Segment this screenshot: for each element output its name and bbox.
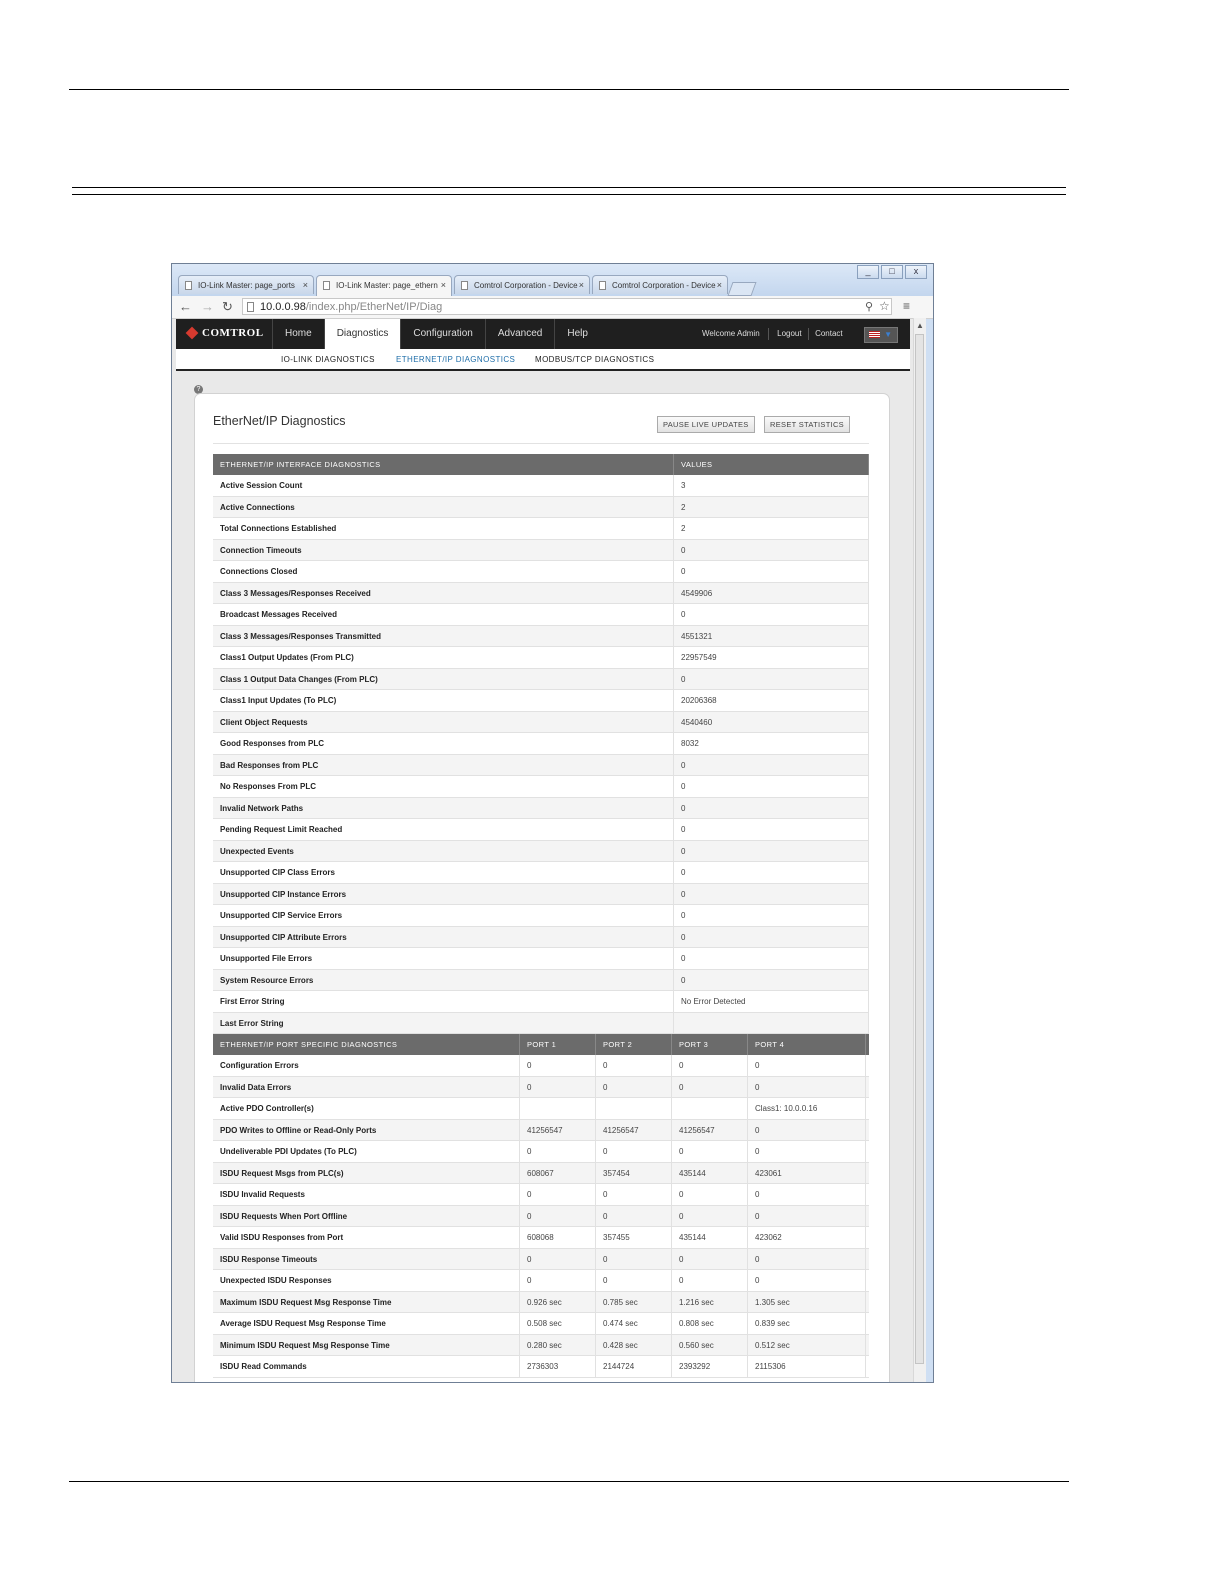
port-2-value: 0 xyxy=(596,1141,672,1162)
table-row xyxy=(213,841,869,863)
comtrol-logo[interactable] xyxy=(186,327,264,339)
table-row xyxy=(213,1227,869,1249)
table-row xyxy=(213,1120,869,1142)
close-icon[interactable]: × xyxy=(578,280,584,290)
row-value: 2 xyxy=(674,497,869,518)
browser-toolbar xyxy=(172,296,933,319)
column-header: PORT 3 xyxy=(672,1034,748,1055)
row-value: 2 xyxy=(674,518,869,539)
forward-icon[interactable]: → xyxy=(201,299,214,314)
row-value: 0 xyxy=(674,669,869,690)
divider xyxy=(213,443,869,444)
table-row xyxy=(213,583,869,605)
top-navigation xyxy=(176,319,910,349)
row-value: 3 xyxy=(674,475,869,496)
port-1-value: 0 xyxy=(520,1249,596,1270)
port-1-value: 608067 xyxy=(520,1163,596,1184)
close-icon[interactable]: × xyxy=(716,280,722,290)
port-3-value: 0 xyxy=(672,1184,748,1205)
logo-mark-icon xyxy=(186,327,199,340)
port-3-value: 0.808 sec xyxy=(672,1313,748,1334)
tab-label: IO-Link Master: page_ports xyxy=(198,281,295,290)
row-label: Unsupported CIP Attribute Errors xyxy=(213,927,674,948)
table-row xyxy=(213,1184,869,1206)
minimize-icon[interactable]: _ xyxy=(857,265,879,279)
port-2-value: 41256547 xyxy=(596,1120,672,1141)
table-row xyxy=(213,475,869,497)
page-icon xyxy=(323,281,330,290)
table-header xyxy=(213,1034,869,1055)
url-path: /index.php/EtherNet/IP/Diag xyxy=(305,301,443,313)
port-3-value: 2393292 xyxy=(672,1356,748,1377)
table-row xyxy=(213,604,869,626)
row-value xyxy=(674,1013,869,1034)
port-2-value: 0 xyxy=(596,1077,672,1098)
search-icon[interactable]: ⚲ xyxy=(865,301,874,313)
row-label: ISDU Response Timeouts xyxy=(213,1249,520,1270)
subnav-io-link-diagnostics[interactable]: IO-LINK DIAGNOSTICS xyxy=(281,355,375,364)
logo-text: COMTROL xyxy=(202,327,264,339)
row-label: Valid ISDU Responses from Port xyxy=(213,1227,520,1248)
doc-section-rule-1 xyxy=(72,187,1066,188)
row-value: 0 xyxy=(674,819,869,840)
table-row xyxy=(213,862,869,884)
tab-strip xyxy=(178,275,754,296)
close-icon[interactable]: × xyxy=(440,280,446,290)
port-1-value: 0 xyxy=(520,1141,596,1162)
page-scrollbar[interactable] xyxy=(913,318,926,1382)
table-row xyxy=(213,755,869,777)
page-icon xyxy=(461,281,468,290)
row-label: Connections Closed xyxy=(213,561,674,582)
table-row xyxy=(213,1055,869,1077)
row-value: 4549906 xyxy=(674,583,869,604)
doc-top-rule xyxy=(69,89,1069,90)
port-4-value: 423061 xyxy=(748,1163,866,1184)
table-row xyxy=(213,1313,869,1335)
row-value: 0 xyxy=(674,841,869,862)
port-4-value: 0 xyxy=(748,1249,866,1270)
port-2-value: 0 xyxy=(596,1184,672,1205)
row-label: Invalid Network Paths xyxy=(213,798,674,819)
row-label: Unsupported CIP Class Errors xyxy=(213,862,674,883)
column-header: VALUES xyxy=(674,454,869,475)
port-2-value: 2144724 xyxy=(596,1356,672,1377)
table-row xyxy=(213,970,869,992)
row-label: Active Session Count xyxy=(213,475,674,496)
row-value: 0 xyxy=(674,561,869,582)
table-row xyxy=(213,540,869,562)
table-row xyxy=(213,884,869,906)
row-label: Invalid Data Errors xyxy=(213,1077,520,1098)
interface-diagnostics-table xyxy=(213,454,869,1034)
logout-link[interactable]: Logout xyxy=(777,329,802,338)
table-row xyxy=(213,1077,869,1099)
row-label: ISDU Requests When Port Offline xyxy=(213,1206,520,1227)
tab-comtrol-device-1[interactable] xyxy=(454,275,590,294)
row-label: Bad Responses from PLC xyxy=(213,755,674,776)
port-4-value: 1.305 sec xyxy=(748,1292,866,1313)
table-row xyxy=(213,518,869,540)
table-row xyxy=(213,1098,869,1120)
menu-item-diagnostics[interactable]: Diagnostics xyxy=(324,319,401,349)
table-row xyxy=(213,927,869,949)
table-row xyxy=(213,1356,869,1378)
row-label: ISDU Invalid Requests xyxy=(213,1184,520,1205)
port-1-value: 0 xyxy=(520,1184,596,1205)
browser-window xyxy=(171,263,934,1383)
port-4-value: Class1: 10.0.0.16 xyxy=(748,1098,866,1119)
row-label: Pending Request Limit Reached xyxy=(213,819,674,840)
table-row xyxy=(213,733,869,755)
port-2-value: 0.428 sec xyxy=(596,1335,672,1356)
row-label: Last Error String xyxy=(213,1013,674,1034)
port-3-value: 1.216 sec xyxy=(672,1292,748,1313)
row-value: 0 xyxy=(674,862,869,883)
row-value: 0 xyxy=(674,776,869,797)
new-tab-button[interactable] xyxy=(727,282,756,296)
port-2-value: 0 xyxy=(596,1270,672,1291)
table-row xyxy=(213,690,869,712)
doc-bottom-rule xyxy=(69,1481,1069,1482)
language-select[interactable] xyxy=(864,327,898,343)
table-row xyxy=(213,1013,869,1035)
diagnostics-panel xyxy=(194,393,890,1382)
row-label: System Resource Errors xyxy=(213,970,674,991)
table-row xyxy=(213,776,869,798)
window-controls xyxy=(857,265,927,279)
subnav-modbus-tcp-diagnostics[interactable]: MODBUS/TCP DIAGNOSTICS xyxy=(535,355,655,364)
table-row xyxy=(213,1292,869,1314)
menu-item-advanced[interactable]: Advanced xyxy=(485,319,554,349)
table-row xyxy=(213,819,869,841)
row-label: Unexpected ISDU Responses xyxy=(213,1270,520,1291)
port-2-value: 0 xyxy=(596,1206,672,1227)
row-label: Broadcast Messages Received xyxy=(213,604,674,625)
port-1-value: 2736303 xyxy=(520,1356,596,1377)
tab-page-ethernet[interactable] xyxy=(316,275,452,296)
port-3-value: 0.560 sec xyxy=(672,1335,748,1356)
row-label: ISDU Read Commands xyxy=(213,1356,520,1377)
port-1-value: 0.508 sec xyxy=(520,1313,596,1334)
row-value: 0 xyxy=(674,970,869,991)
port-2-value: 0.474 sec xyxy=(596,1313,672,1334)
row-value: 0 xyxy=(674,927,869,948)
row-label: Class 3 Messages/Responses Transmitted xyxy=(213,626,674,647)
row-label: First Error String xyxy=(213,991,674,1012)
port-4-value: 0 xyxy=(748,1206,866,1227)
row-label: Unsupported CIP Instance Errors xyxy=(213,884,674,905)
row-label: Unsupported File Errors xyxy=(213,948,674,969)
table-row xyxy=(213,712,869,734)
row-label: Unexpected Events xyxy=(213,841,674,862)
chevron-down-icon: ▼ xyxy=(884,330,892,339)
address-bar[interactable] xyxy=(242,298,892,315)
sub-navigation xyxy=(176,349,910,371)
port-1-value: 0 xyxy=(520,1055,596,1076)
port-1-value: 0 xyxy=(520,1270,596,1291)
column-header: ETHERNET/IP INTERFACE DIAGNOSTICS xyxy=(213,454,674,475)
column-header: PORT 1 xyxy=(520,1034,596,1055)
tab-label: Comtrol Corporation - Device xyxy=(474,281,578,290)
tab-label: IO-Link Master: page_ethern xyxy=(336,281,438,290)
row-label: Total Connections Established xyxy=(213,518,674,539)
row-label: Class1 Input Updates (To PLC) xyxy=(213,690,674,711)
row-value: 4551321 xyxy=(674,626,869,647)
port-2-value: 0 xyxy=(596,1055,672,1076)
port-2-value: 0 xyxy=(596,1249,672,1270)
row-value: 0 xyxy=(674,540,869,561)
tab-comtrol-device-2[interactable] xyxy=(592,275,728,294)
main-menu xyxy=(272,319,600,349)
table-row xyxy=(213,905,869,927)
row-value: No Error Detected xyxy=(674,991,869,1012)
doc-section-rule-2 xyxy=(72,194,1066,195)
close-icon[interactable]: × xyxy=(302,280,308,290)
subnav-ethernet-ip-diagnostics[interactable]: ETHERNET/IP DIAGNOSTICS xyxy=(396,355,516,364)
port-2-value: 357454 xyxy=(596,1163,672,1184)
port-3-value: 0 xyxy=(672,1249,748,1270)
url-host: 10.0.0.98 xyxy=(260,301,306,313)
row-label: Minimum ISDU Request Msg Response Time xyxy=(213,1335,520,1356)
port-3-value: 0 xyxy=(672,1077,748,1098)
table-row xyxy=(213,1163,869,1185)
help-icon[interactable]: ? xyxy=(194,385,203,394)
menu-item-configuration[interactable]: Configuration xyxy=(400,319,484,349)
port-diagnostics-table xyxy=(213,1034,869,1378)
port-1-value: 0.926 sec xyxy=(520,1292,596,1313)
close-window-icon[interactable]: x xyxy=(905,265,927,279)
reset-statistics-button[interactable]: RESET STATISTICS xyxy=(764,416,850,433)
port-2-value: 0.785 sec xyxy=(596,1292,672,1313)
port-2-value: 357455 xyxy=(596,1227,672,1248)
port-3-value: 435144 xyxy=(672,1163,748,1184)
scroll-thumb[interactable] xyxy=(915,334,924,1364)
row-value: 8032 xyxy=(674,733,869,754)
column-header: ETHERNET/IP PORT SPECIFIC DIAGNOSTICS xyxy=(213,1034,520,1055)
port-4-value: 0 xyxy=(748,1077,866,1098)
reload-icon[interactable]: ↻ xyxy=(222,299,233,314)
table-row xyxy=(213,1206,869,1228)
port-4-value: 0 xyxy=(748,1120,866,1141)
contact-link[interactable]: Contact xyxy=(815,329,843,338)
row-label: Class 1 Output Data Changes (From PLC) xyxy=(213,669,674,690)
user-area xyxy=(702,319,843,349)
page-icon xyxy=(599,281,606,290)
port-3-value: 0 xyxy=(672,1270,748,1291)
table-row xyxy=(213,669,869,691)
port-1-value: 0.280 sec xyxy=(520,1335,596,1356)
menu-item-help[interactable]: Help xyxy=(554,319,600,349)
port-1-value: 0 xyxy=(520,1077,596,1098)
row-label: Class 3 Messages/Responses Received xyxy=(213,583,674,604)
row-label: No Responses From PLC xyxy=(213,776,674,797)
port-4-value: 0.512 sec xyxy=(748,1335,866,1356)
row-label: Good Responses from PLC xyxy=(213,733,674,754)
port-3-value: 0 xyxy=(672,1141,748,1162)
column-header: PORT 2 xyxy=(596,1034,672,1055)
port-1-value xyxy=(520,1098,596,1119)
row-value: 0 xyxy=(674,905,869,926)
port-4-value: 0 xyxy=(748,1270,866,1291)
page-title: EtherNet/IP Diagnostics xyxy=(213,414,346,428)
page-icon xyxy=(247,302,254,312)
port-3-value: 0 xyxy=(672,1055,748,1076)
star-icon[interactable]: ☆ xyxy=(879,299,890,313)
row-label: Active Connections xyxy=(213,497,674,518)
row-label: Average ISDU Request Msg Response Time xyxy=(213,1313,520,1334)
table-row xyxy=(213,561,869,583)
table-row xyxy=(213,798,869,820)
row-label: Configuration Errors xyxy=(213,1055,520,1076)
port-3-value: 0 xyxy=(672,1206,748,1227)
row-label: PDO Writes to Offline or Read-Only Ports xyxy=(213,1120,520,1141)
page-icon xyxy=(185,281,192,290)
port-3-value xyxy=(672,1098,748,1119)
tab-label: Comtrol Corporation - Device xyxy=(612,281,716,290)
back-icon[interactable]: ← xyxy=(179,299,192,314)
row-label: Unsupported CIP Service Errors xyxy=(213,905,674,926)
port-4-value: 0 xyxy=(748,1055,866,1076)
port-3-value: 41256547 xyxy=(672,1120,748,1141)
table-row xyxy=(213,626,869,648)
port-4-value: 423062 xyxy=(748,1227,866,1248)
row-label: Undeliverable PDI Updates (To PLC) xyxy=(213,1141,520,1162)
port-1-value: 0 xyxy=(520,1206,596,1227)
tab-page-ports[interactable] xyxy=(178,275,314,294)
row-value: 0 xyxy=(674,948,869,969)
port-4-value: 0.839 sec xyxy=(748,1313,866,1334)
port-1-value: 608068 xyxy=(520,1227,596,1248)
row-label: Maximum ISDU Request Msg Response Time xyxy=(213,1292,520,1313)
pause-live-updates-button[interactable]: PAUSE LIVE UPDATES xyxy=(657,416,755,433)
row-label: ISDU Request Msgs from PLC(s) xyxy=(213,1163,520,1184)
row-value: 0 xyxy=(674,884,869,905)
port-2-value xyxy=(596,1098,672,1119)
row-label: Client Object Requests xyxy=(213,712,674,733)
row-value: 0 xyxy=(674,604,869,625)
maximize-icon[interactable]: □ xyxy=(881,265,903,279)
table-row xyxy=(213,1270,869,1292)
menu-item-home[interactable]: Home xyxy=(272,319,324,349)
row-value: 22957549 xyxy=(674,647,869,668)
table-row xyxy=(213,948,869,970)
table-row xyxy=(213,647,869,669)
port-4-value: 0 xyxy=(748,1184,866,1205)
table-row xyxy=(213,991,869,1013)
table-header xyxy=(213,454,869,475)
row-label: Connection Timeouts xyxy=(213,540,674,561)
menu-icon[interactable]: ≡ xyxy=(903,299,911,313)
row-label: Active PDO Controller(s) xyxy=(213,1098,520,1119)
row-value: 0 xyxy=(674,755,869,776)
table-row xyxy=(213,1249,869,1271)
port-1-value: 41256547 xyxy=(520,1120,596,1141)
table-row xyxy=(213,497,869,519)
port-4-value: 2115306 xyxy=(748,1356,866,1377)
title-bar xyxy=(172,264,933,296)
column-header: PORT 4 xyxy=(748,1034,866,1055)
table-row xyxy=(213,1141,869,1163)
port-3-value: 435144 xyxy=(672,1227,748,1248)
row-value: 4540460 xyxy=(674,712,869,733)
welcome-text: Welcome Admin xyxy=(702,329,760,338)
us-flag-icon xyxy=(869,331,880,338)
web-page xyxy=(172,319,913,1382)
scroll-up-icon[interactable]: ▲ xyxy=(916,321,924,330)
row-value: 0 xyxy=(674,798,869,819)
row-value: 20206368 xyxy=(674,690,869,711)
table-row xyxy=(213,1335,869,1357)
row-label: Class1 Output Updates (From PLC) xyxy=(213,647,674,668)
port-4-value: 0 xyxy=(748,1141,866,1162)
